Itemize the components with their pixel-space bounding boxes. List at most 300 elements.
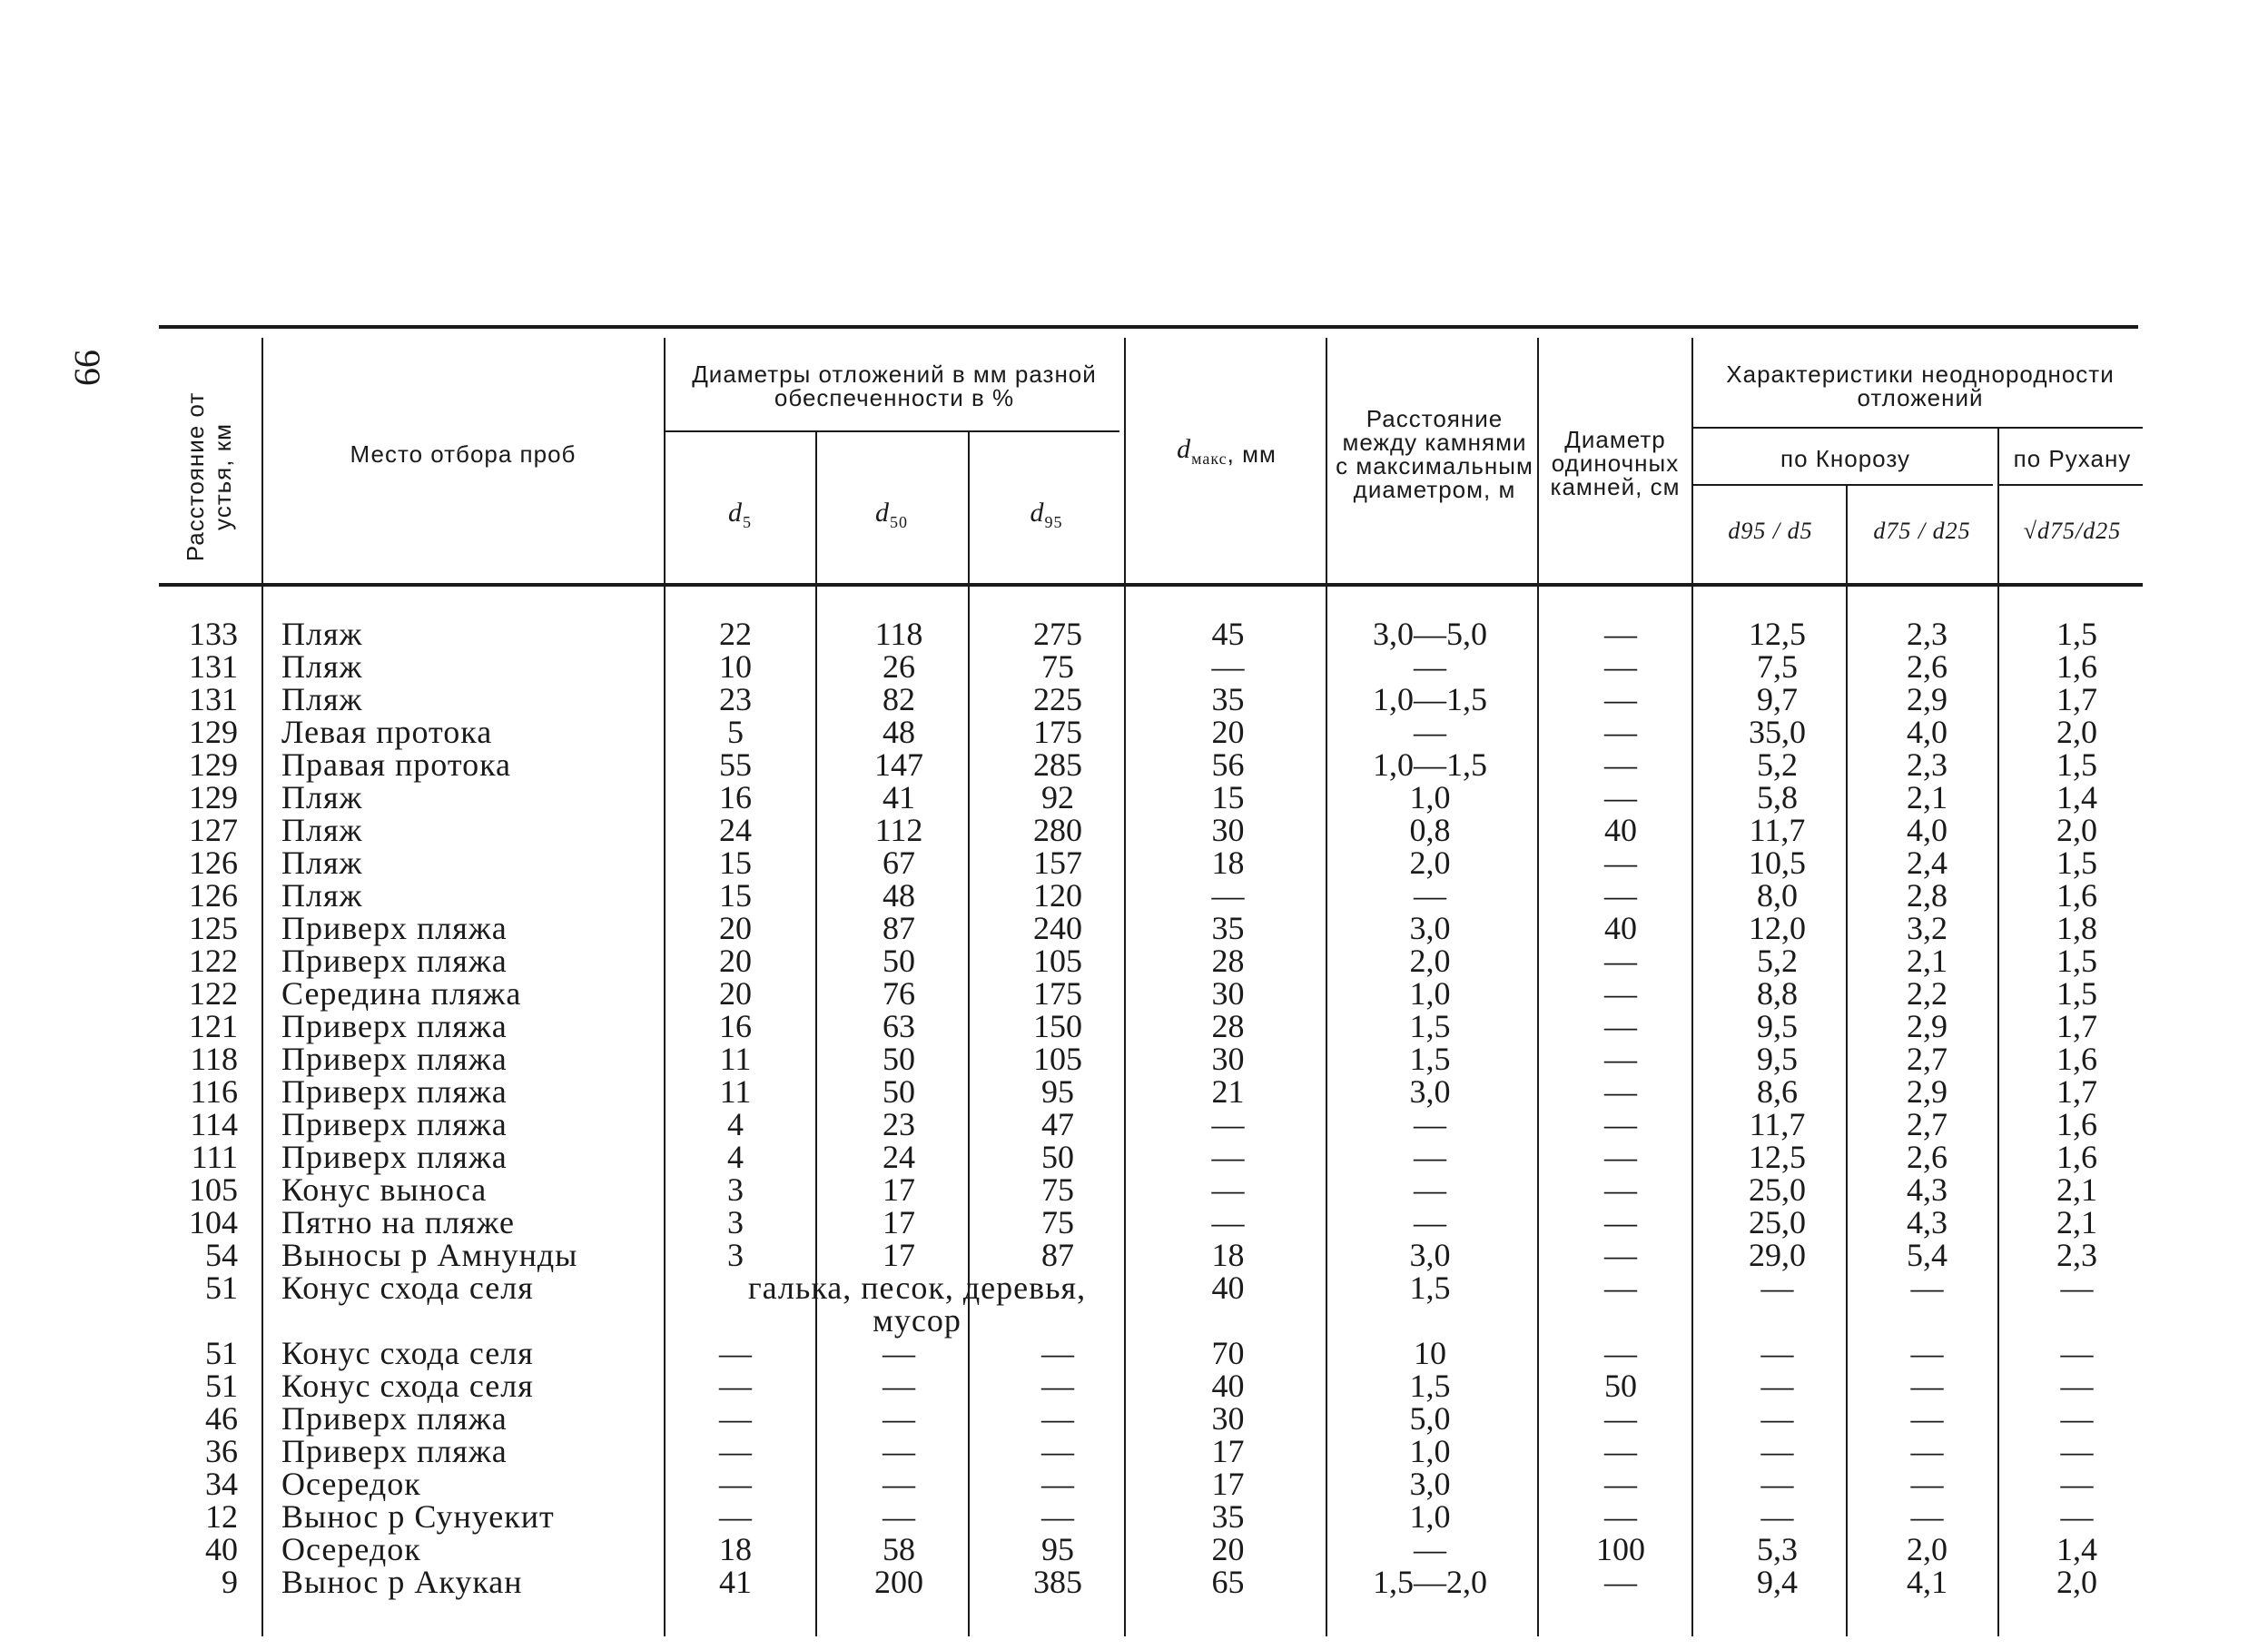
cell-place: Пляж (281, 616, 363, 652)
cell-stone-distance: 3,0 (1409, 1073, 1451, 1110)
cell-distance: 51 (205, 1335, 238, 1371)
cell-single-diameter: — (1604, 845, 1637, 881)
header-heterogeneity: Характеристики неоднородности отложений (1726, 361, 2115, 411)
cell-d95: 150 (1033, 1008, 1082, 1044)
cell-dmax: — (1211, 1106, 1245, 1142)
cell-rukhan: 1,4 (2056, 779, 2097, 815)
cell-distance: 40 (205, 1531, 238, 1567)
cell-place: Правая протока (281, 746, 512, 783)
cell-knoroz-d95-d5: 12,5 (1749, 616, 1806, 652)
cell-knoroz-d75-d25: 2,1 (1907, 779, 1948, 815)
cell-dmax: 30 (1211, 1041, 1245, 1077)
cell-stone-distance: — (1414, 1139, 1446, 1175)
table-row (0, 683, 2268, 716)
table-row (0, 748, 2268, 781)
table-row (0, 977, 2268, 1010)
cell-distance: 131 (189, 648, 238, 685)
cell-single-diameter: — (1604, 1498, 1637, 1535)
cell-d5: 18 (719, 1531, 752, 1567)
cell-d5: 3 (727, 1171, 744, 1208)
table-row (0, 1337, 2268, 1369)
cell-d5: 23 (719, 681, 752, 717)
cell-knoroz-d75-d25: 2,9 (1907, 681, 1948, 717)
cell-d50: 58 (883, 1531, 915, 1567)
cell-knoroz-d95-d5: 10,5 (1749, 845, 1806, 881)
cell-distance: 118 (190, 1041, 238, 1077)
cell-d5: 3 (727, 1204, 744, 1240)
cell-dmax: 28 (1211, 1008, 1245, 1044)
cell-place: Левая протока (281, 714, 493, 750)
cell-knoroz-d95-d5: — (1760, 1498, 1794, 1535)
cell-knoroz-d75-d25: 2,1 (1907, 943, 1948, 979)
cell-place: Пляж (281, 812, 363, 848)
cell-d95: 105 (1033, 1041, 1082, 1077)
cell-rukhan: 1,6 (2056, 1106, 2097, 1142)
cell-distance: 129 (189, 714, 238, 750)
table-row (0, 814, 2268, 846)
cell-place: Приверх пляжа (281, 910, 508, 946)
cell-place: Конус схода селя (281, 1368, 534, 1404)
cell-knoroz-d75-d25: 2,3 (1907, 746, 1948, 783)
cell-dmax: 45 (1211, 616, 1245, 652)
cell-dmax: 30 (1211, 1400, 1245, 1437)
cell-stone-distance: 1,0 (1409, 1498, 1451, 1535)
table-top-rule (159, 325, 2138, 329)
cell-stone-distance: 1,0 (1409, 779, 1451, 815)
cell-stone-distance: 5,0 (1409, 1400, 1451, 1437)
header-stone-distance: Расстояние между камнями с максимальным диаметром, м (1336, 405, 1533, 503)
cell-stone-distance: 1,0 (1409, 1433, 1451, 1469)
cell-distance: 9 (222, 1564, 238, 1600)
cell-d5: 20 (719, 943, 752, 979)
table-row (0, 1010, 2268, 1042)
cell-d95: 95 (1041, 1073, 1074, 1110)
cell-rukhan: 2,0 (2056, 714, 2097, 750)
cell-d5: 4 (727, 1106, 744, 1142)
table-row (0, 1402, 2268, 1435)
cell-d95: 120 (1033, 877, 1082, 914)
cell-d50: 63 (883, 1008, 915, 1044)
cell-d50: 112 (874, 812, 923, 848)
cell-d95: — (1041, 1368, 1074, 1404)
cell-knoroz-d95-d5: — (1760, 1433, 1794, 1469)
cell-single-diameter: — (1604, 1400, 1637, 1437)
cell-distance: 54 (205, 1237, 238, 1273)
cell-distance: 127 (189, 812, 238, 848)
cell-stone-distance: — (1414, 648, 1446, 685)
cell-dmax: — (1211, 1204, 1245, 1240)
cell-d50: 41 (883, 779, 915, 815)
cell-knoroz-d95-d5: 7,5 (1757, 648, 1798, 685)
cell-d95: 92 (1041, 779, 1074, 815)
knoroz-subrule (1693, 484, 1993, 486)
header-dmax: $d_{макс}$ , мм (1177, 434, 1277, 468)
cell-d95: 75 (1041, 1204, 1074, 1240)
header-knoroz: по Кнорозу (1780, 444, 1910, 472)
cell-distance: 122 (189, 943, 238, 979)
cell-single-diameter: — (1604, 779, 1637, 815)
cell-rukhan: 2,1 (2056, 1171, 2097, 1208)
cell-single-diameter: — (1604, 1106, 1637, 1142)
cell-d50: 50 (883, 1041, 915, 1077)
cell-place: Приверх пляжа (281, 1139, 508, 1175)
cell-d50: — (883, 1400, 915, 1437)
table-body (0, 618, 2268, 1598)
cell-knoroz-d75-d25: — (1910, 1433, 1944, 1469)
table-row (0, 846, 2268, 879)
cell-place: Пятно на пляже (281, 1204, 515, 1240)
cell-single-diameter: — (1604, 975, 1637, 1012)
cell-d5: 10 (719, 648, 752, 685)
cell-distance: 126 (189, 877, 238, 914)
cell-single-diameter: 50 (1604, 1368, 1637, 1404)
cell-d50: 17 (883, 1171, 915, 1208)
cell-knoroz-d95-d5: 9,5 (1757, 1008, 1798, 1044)
table-row (0, 1108, 2268, 1141)
cell-stone-distance: — (1414, 877, 1446, 914)
cell-dmax: 65 (1211, 1564, 1245, 1600)
cell-distance: 131 (189, 681, 238, 717)
diameters-subrule (666, 430, 1119, 432)
cell-d50: — (883, 1433, 915, 1469)
cell-d5: 5 (727, 714, 744, 750)
cell-d5: 41 (719, 1564, 752, 1600)
cell-dmax: 35 (1211, 910, 1245, 946)
cell-d95: 50 (1041, 1139, 1074, 1175)
header-rukhan: по Рухану (2013, 444, 2132, 472)
cell-single-diameter: — (1604, 648, 1637, 685)
cell-knoroz-d75-d25: — (1910, 1335, 1944, 1371)
header-d5: $d_5$ (728, 498, 752, 531)
cell-distance: 129 (189, 746, 238, 783)
cell-d5: 24 (719, 812, 752, 848)
cell-knoroz-d95-d5: 35,0 (1749, 714, 1806, 750)
cell-knoroz-d95-d5: 11,7 (1749, 812, 1806, 848)
cell-knoroz-d95-d5: — (1760, 1400, 1794, 1437)
cell-rukhan: 1,6 (2056, 877, 2097, 914)
cell-d50: 67 (883, 845, 915, 881)
header-place: Место отбора проб (350, 440, 577, 468)
cell-knoroz-d75-d25: — (1910, 1270, 1944, 1306)
cell-knoroz-d75-d25: 2,4 (1907, 845, 1948, 881)
cell-d5: 15 (719, 845, 752, 881)
cell-single-diameter: — (1604, 1433, 1637, 1469)
cell-rukhan: 1,7 (2056, 1073, 2097, 1110)
cell-d5: 4 (727, 1139, 744, 1175)
cell-knoroz-d95-d5: 8,6 (1757, 1073, 1798, 1110)
header-single-diameter: Диаметр одиночных камней, см (1550, 426, 1681, 500)
cell-distance: 126 (189, 845, 238, 881)
cell-d50: 87 (883, 910, 915, 946)
cell-rukhan: 1,5 (2056, 975, 2097, 1012)
cell-place: Осередок (281, 1531, 421, 1567)
cell-d5: — (719, 1466, 752, 1502)
cell-dmax: 20 (1211, 1531, 1245, 1567)
cell-single-diameter: — (1604, 1564, 1637, 1600)
cell-rukhan: 1,8 (2056, 910, 2097, 946)
cell-d50: 82 (883, 681, 915, 717)
cell-single-diameter: — (1604, 877, 1637, 914)
cell-rukhan: 2,0 (2056, 1564, 2097, 1600)
cell-rukhan: 1,5 (2056, 943, 2097, 979)
cell-d95: 275 (1033, 616, 1082, 652)
cell-place: Вынос р Акукан (281, 1564, 523, 1600)
cell-dmax: 35 (1211, 681, 1245, 717)
cell-stone-distance: 2,0 (1409, 845, 1451, 881)
cell-place: Конус выноса (281, 1171, 488, 1208)
cell-place: Конус схода селя (281, 1270, 534, 1306)
cell-knoroz-d75-d25: 5,4 (1907, 1237, 1948, 1273)
cell-rukhan: 1,5 (2056, 616, 2097, 652)
cell-dmax: 17 (1211, 1433, 1245, 1469)
cell-distance: 51 (205, 1270, 238, 1306)
page-number: 99 (67, 350, 108, 386)
cell-dmax: — (1211, 648, 1245, 685)
cell-rukhan: 2,1 (2056, 1204, 2097, 1240)
cell-knoroz-d75-d25: 2,8 (1907, 877, 1948, 914)
cell-dmax: 30 (1211, 812, 1245, 848)
cell-place: Выносы р Амнунды (281, 1237, 578, 1273)
cell-rukhan: 1,4 (2056, 1531, 2097, 1567)
cell-knoroz-d95-d5: — (1760, 1368, 1794, 1404)
cell-dmax: 56 (1211, 746, 1245, 783)
cell-d95: 175 (1033, 714, 1082, 750)
table-row (0, 1239, 2268, 1271)
cell-distance: 121 (189, 1008, 238, 1044)
cell-knoroz-d95-d5: — (1760, 1270, 1794, 1306)
cell-knoroz-d75-d25: 4,3 (1907, 1171, 1948, 1208)
cell-knoroz-d95-d5: 12,0 (1749, 910, 1806, 946)
table-row (0, 1467, 2268, 1500)
cell-d50: 48 (883, 714, 915, 750)
cell-rukhan: — (2060, 1433, 2094, 1469)
cell-d50: 48 (883, 877, 915, 914)
cell-place: Вынос р Сунуекит (281, 1498, 555, 1535)
cell-d50: 26 (883, 648, 915, 685)
cell-d5: 22 (719, 616, 752, 652)
cell-d5: — (719, 1400, 752, 1437)
table-row (0, 1206, 2268, 1239)
cell-d5: 11 (719, 1041, 752, 1077)
cell-single-diameter: — (1604, 616, 1637, 652)
table-row (0, 1042, 2268, 1075)
cell-distance: 46 (205, 1400, 238, 1437)
cell-single-diameter: — (1604, 1237, 1637, 1273)
cell-d5: 16 (719, 779, 752, 815)
cell-single-diameter: — (1604, 746, 1637, 783)
cell-knoroz-d95-d5: 25,0 (1749, 1171, 1806, 1208)
header-d95: $d_{95}$ (1030, 498, 1063, 531)
cell-place: Пляж (281, 779, 363, 815)
cell-dmax: 35 (1211, 1498, 1245, 1535)
rukhan-subrule (1997, 484, 2143, 486)
cell-knoroz-d75-d25: — (1910, 1466, 1944, 1502)
cell-place: Приверх пляжа (281, 943, 508, 979)
cell-rukhan: 1,6 (2056, 648, 2097, 685)
cell-dmax: — (1211, 877, 1245, 914)
cell-stone-distance: — (1414, 1531, 1446, 1567)
cell-knoroz-d95-d5: 8,8 (1757, 975, 1798, 1012)
cell-distance: 114 (190, 1106, 238, 1142)
cell-single-diameter: — (1604, 1073, 1637, 1110)
cell-knoroz-d75-d25: 2,9 (1907, 1073, 1948, 1110)
cell-d50: 50 (883, 1073, 915, 1110)
cell-rukhan: — (2060, 1335, 2094, 1371)
cell-d50: 23 (883, 1106, 915, 1142)
table-row (0, 1173, 2268, 1206)
cell-knoroz-d95-d5: 25,0 (1749, 1204, 1806, 1240)
cell-single-diameter: — (1604, 1335, 1637, 1371)
cell-stone-distance: — (1414, 1106, 1446, 1142)
header-r: √d75/d25 (2023, 518, 2122, 544)
cell-dmax: 15 (1211, 779, 1245, 815)
cell-note: мусор (873, 1302, 961, 1339)
table-row (0, 1075, 2268, 1108)
cell-d50: 24 (883, 1139, 915, 1175)
table-row (0, 1435, 2268, 1467)
cell-knoroz-d75-d25: 3,2 (1907, 910, 1948, 946)
cell-dmax: 40 (1211, 1270, 1245, 1306)
cell-d5: 20 (719, 975, 752, 1012)
cell-knoroz-d75-d25: — (1910, 1498, 1944, 1535)
table-row (0, 1533, 2268, 1566)
cell-knoroz-d95-d5: 9,5 (1757, 1041, 1798, 1077)
cell-knoroz-d75-d25: 4,0 (1907, 812, 1948, 848)
cell-single-diameter: — (1604, 681, 1637, 717)
cell-single-diameter: — (1604, 1270, 1637, 1306)
cell-rukhan: — (2060, 1270, 2094, 1306)
cell-knoroz-d95-d5: 5,2 (1757, 943, 1798, 979)
table-row (0, 1369, 2268, 1402)
cell-knoroz-d75-d25: 2,6 (1907, 648, 1948, 685)
cell-stone-distance: 1,0—1,5 (1373, 681, 1487, 717)
cell-knoroz-d95-d5: 9,7 (1757, 681, 1798, 717)
cell-knoroz-d75-d25: 2,9 (1907, 1008, 1948, 1044)
cell-stone-distance: 3,0 (1409, 1237, 1451, 1273)
cell-distance: 51 (205, 1368, 238, 1404)
cell-stone-distance: 2,0 (1409, 943, 1451, 979)
cell-d95: — (1041, 1400, 1074, 1437)
cell-knoroz-d75-d25: 2,6 (1907, 1139, 1948, 1175)
cell-knoroz-d75-d25: 2,7 (1907, 1041, 1948, 1077)
cell-d5: 15 (719, 877, 752, 914)
cell-knoroz-d95-d5: 12,5 (1749, 1139, 1806, 1175)
cell-dmax: 21 (1211, 1073, 1245, 1110)
cell-d95: 385 (1033, 1564, 1082, 1600)
cell-note: галька, песок, деревья, (747, 1270, 1087, 1306)
cell-place: Приверх пляжа (281, 1073, 508, 1110)
cell-d50: 147 (874, 746, 923, 783)
cell-place: Приверх пляжа (281, 1041, 508, 1077)
cell-single-diameter: — (1604, 1008, 1637, 1044)
cell-knoroz-d95-d5: 29,0 (1749, 1237, 1806, 1273)
cell-place: Приверх пляжа (281, 1106, 508, 1142)
cell-distance: 111 (191, 1139, 238, 1175)
table-row (0, 650, 2268, 683)
cell-single-diameter: — (1604, 1204, 1637, 1240)
cell-place: Приверх пляжа (281, 1008, 508, 1044)
cell-dmax: 30 (1211, 975, 1245, 1012)
cell-d95: 105 (1033, 943, 1082, 979)
cell-knoroz-d95-d5: 9,4 (1757, 1564, 1798, 1600)
cell-single-diameter: 100 (1596, 1531, 1645, 1567)
cell-dmax: — (1211, 1139, 1245, 1175)
cell-rukhan: 1,6 (2056, 1139, 2097, 1175)
cell-single-diameter: 40 (1604, 812, 1637, 848)
cell-stone-distance: 1,5 (1409, 1368, 1451, 1404)
cell-single-diameter: 40 (1604, 910, 1637, 946)
cell-place: Пляж (281, 877, 363, 914)
cell-stone-distance: 1,5 (1409, 1008, 1451, 1044)
cell-stone-distance: 0,8 (1409, 812, 1451, 848)
cell-rukhan: — (2060, 1466, 2094, 1502)
cell-distance: 105 (189, 1171, 238, 1208)
cell-d95: 157 (1033, 845, 1082, 881)
heterogeneity-subrule (1693, 427, 2143, 429)
cell-distance: 125 (189, 910, 238, 946)
cell-place: Осередок (281, 1466, 421, 1502)
table-row (0, 781, 2268, 814)
cell-single-diameter: — (1604, 943, 1637, 979)
cell-d5: — (719, 1433, 752, 1469)
cell-d5: 11 (719, 1073, 752, 1110)
cell-place: Конус схода селя (281, 1335, 534, 1371)
cell-knoroz-d95-d5: — (1760, 1335, 1794, 1371)
cell-d95: — (1041, 1466, 1074, 1502)
cell-distance: 116 (190, 1073, 238, 1110)
cell-knoroz-d95-d5: 5,8 (1757, 779, 1798, 815)
cell-knoroz-d75-d25: 4,3 (1907, 1204, 1948, 1240)
cell-single-diameter: — (1604, 1466, 1637, 1502)
cell-dmax: 18 (1211, 1237, 1245, 1273)
header-diameters-group: Диаметры отложений в мм разной обеспеченности в % (692, 361, 1097, 411)
cell-place: Середина пляжа (281, 975, 522, 1012)
cell-d5: 20 (719, 910, 752, 946)
cell-distance: 104 (189, 1204, 238, 1240)
cell-d50: 200 (874, 1564, 923, 1600)
cell-rukhan: — (2060, 1368, 2094, 1404)
cell-distance: 36 (205, 1433, 238, 1469)
cell-d5: 55 (719, 746, 752, 783)
cell-stone-distance: 3,0 (1409, 910, 1451, 946)
cell-d5: 16 (719, 1008, 752, 1044)
cell-distance: 122 (189, 975, 238, 1012)
cell-d95: 47 (1041, 1106, 1074, 1142)
cell-rukhan: 1,7 (2056, 681, 2097, 717)
table-row (0, 1500, 2268, 1533)
cell-d95: — (1041, 1335, 1074, 1371)
cell-d95: — (1041, 1498, 1074, 1535)
cell-place: Пляж (281, 681, 363, 717)
cell-place: Пляж (281, 845, 363, 881)
cell-place: Пляж (281, 648, 363, 685)
cell-single-diameter: — (1604, 1139, 1637, 1175)
cell-stone-distance: 10 (1414, 1335, 1446, 1371)
cell-d50: 76 (883, 975, 915, 1012)
cell-knoroz-d75-d25: 2,0 (1907, 1531, 1948, 1567)
cell-d95: 225 (1033, 681, 1082, 717)
cell-rukhan: 2,3 (2056, 1237, 2097, 1273)
cell-rukhan: 2,0 (2056, 812, 2097, 848)
cell-d95: 87 (1041, 1237, 1074, 1273)
cell-d95: 285 (1033, 746, 1082, 783)
cell-stone-distance: 1,5—2,0 (1373, 1564, 1487, 1600)
cell-single-diameter: — (1604, 1171, 1637, 1208)
cell-knoroz-d95-d5: 8,0 (1757, 877, 1798, 914)
cell-stone-distance: 1,5 (1409, 1270, 1451, 1306)
table-row (0, 1141, 2268, 1173)
cell-stone-distance: — (1414, 1204, 1446, 1240)
